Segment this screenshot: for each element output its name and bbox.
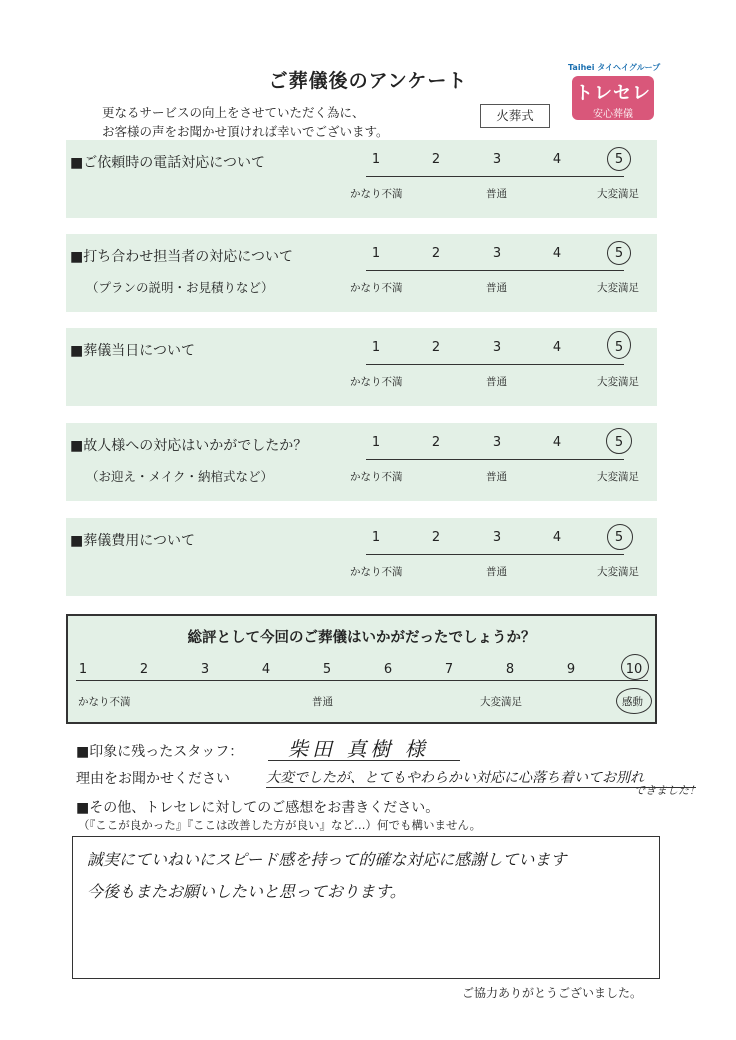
- overall-number-1[interactable]: 1: [78, 662, 88, 677]
- question-text: ■故人様への対応はいかがでしたか？: [70, 438, 308, 454]
- overall-top-label: 感動: [622, 696, 643, 708]
- company-logo: [568, 62, 661, 120]
- scale-number-5[interactable]: 5: [614, 246, 624, 261]
- intro-line-1: 更なるサービスの向上をさせていただく為に、: [102, 105, 365, 120]
- overall-number-6[interactable]: 6: [383, 662, 393, 677]
- overall-number-8[interactable]: 8: [505, 662, 515, 677]
- question-text: ■打ち合わせ担当者の対応について: [70, 249, 293, 265]
- scale-number-5[interactable]: 5: [614, 152, 624, 167]
- overall-top-circle: [616, 688, 652, 714]
- question-subtext: （お迎え・メイク・納棺式など）: [86, 469, 274, 484]
- scale-high-label: 大変満足: [597, 188, 639, 200]
- question-section-3: [66, 328, 657, 406]
- question-section-1: [66, 140, 657, 218]
- scale-number-3[interactable]: 3: [492, 246, 502, 261]
- scale-line: [366, 270, 624, 271]
- scale-mid-label: 普通: [486, 188, 507, 200]
- scale-line: [366, 176, 624, 177]
- scale-low-label: かなり不満: [350, 566, 403, 578]
- overall-question: 総評として今回のご葬儀はいかがだったでしょうか？: [187, 630, 536, 646]
- scale-low-label: かなり不満: [350, 471, 403, 483]
- logo-box: [572, 76, 654, 120]
- answer-circle: [607, 147, 631, 171]
- scale-low-label: かなり不満: [350, 188, 403, 200]
- question-text: ■ご依頼時の電話対応について: [70, 155, 265, 171]
- other-hint: （『ここが良かった』『ここは改善した方が良い』など…）何でも構いません。: [78, 818, 482, 832]
- reason-handwritten-cont[interactable]: できました！: [634, 784, 700, 797]
- overall-number-5[interactable]: 5: [322, 662, 332, 677]
- overall-number-3[interactable]: 3: [200, 662, 210, 677]
- scale-high-label: 大変満足: [597, 282, 639, 294]
- scale-number-1[interactable]: 1: [371, 435, 381, 450]
- ceremony-type-box: 火葬式: [480, 104, 550, 128]
- question-subtext: （プランの説明・お見積りなど）: [86, 280, 274, 295]
- question-text: ■葬儀当日について: [70, 343, 195, 359]
- logo-brand: Taihei タイヘイグループ: [568, 63, 661, 72]
- scale-number-3[interactable]: 3: [492, 152, 502, 167]
- answer-circle: [607, 524, 633, 550]
- overall-rating-section: [66, 614, 657, 724]
- scale-line: [366, 364, 624, 365]
- scale-number-2[interactable]: 2: [431, 340, 441, 355]
- scale-number-5[interactable]: 5: [614, 435, 624, 450]
- scale-number-2[interactable]: 2: [431, 246, 441, 261]
- scale-mid-label: 普通: [486, 471, 507, 483]
- other-label: ■その他、トレセレに対してのご感想をお書きください。: [76, 800, 440, 816]
- scale-number-4[interactable]: 4: [552, 152, 562, 167]
- scale-number-3[interactable]: 3: [492, 435, 502, 450]
- scale-number-1[interactable]: 1: [371, 530, 381, 545]
- logo-tagline: 安心葬儀: [593, 109, 633, 120]
- scale-number-3[interactable]: 3: [492, 530, 502, 545]
- overall-answer-circle: [621, 654, 649, 680]
- question-section-4: [66, 423, 657, 501]
- overall-number-9[interactable]: 9: [566, 662, 576, 677]
- page-title: ご葬儀後のアンケート: [268, 70, 468, 92]
- intro-text: [102, 103, 389, 141]
- scale-low-label: かなり不満: [350, 376, 403, 388]
- overall-high-label: 大変満足: [480, 696, 522, 708]
- comment-box[interactable]: [72, 836, 660, 979]
- scale-mid-label: 普通: [486, 282, 507, 294]
- overall-number-4[interactable]: 4: [261, 662, 271, 677]
- answer-circle: [606, 428, 632, 454]
- overall-number-2[interactable]: 2: [139, 662, 149, 677]
- scale-number-1[interactable]: 1: [371, 246, 381, 261]
- scale-high-label: 大変満足: [597, 471, 639, 483]
- scale-line: [366, 459, 624, 460]
- answer-circle: [607, 331, 631, 359]
- scale-mid-label: 普通: [486, 566, 507, 578]
- scale-mid-label: 普通: [486, 376, 507, 388]
- scale-line: [366, 554, 624, 555]
- reason-handwritten[interactable]: 大変でしたが、とてもやわらかい対応に心落ち着いてお別れ: [266, 770, 644, 786]
- scale-low-label: かなり不満: [350, 282, 403, 294]
- overall-scale-line: [76, 680, 648, 681]
- scale-number-1[interactable]: 1: [371, 340, 381, 355]
- scale-number-4[interactable]: 4: [552, 530, 562, 545]
- overall-mid-label: 普通: [312, 696, 333, 708]
- scale-number-4[interactable]: 4: [552, 340, 562, 355]
- reason-label: 理由をお聞かせください: [76, 771, 230, 787]
- comment-line-1: 誠実にていねいにスピード感を持って的確な対応に感謝しています: [87, 850, 567, 869]
- staff-name-handwritten[interactable]: 柴田 真樹 様: [288, 737, 429, 761]
- intro-line-2: お客様の声をお聞かせ頂ければ幸いでございます。: [102, 124, 389, 139]
- overall-low-label: かなり不満: [78, 696, 131, 708]
- staff-underline: [268, 760, 460, 761]
- scale-number-5[interactable]: 5: [614, 340, 624, 355]
- scale-number-4[interactable]: 4: [552, 435, 562, 450]
- question-section-2: [66, 234, 657, 312]
- staff-label: ■印象に残ったスタッフ：: [76, 744, 244, 760]
- answer-circle: [607, 241, 631, 265]
- scale-number-2[interactable]: 2: [431, 435, 441, 450]
- reason-underline: [266, 787, 696, 788]
- closing-message: ご協力ありがとうございました。: [462, 986, 643, 1000]
- scale-number-5[interactable]: 5: [614, 530, 624, 545]
- scale-number-2[interactable]: 2: [431, 152, 441, 167]
- scale-number-3[interactable]: 3: [492, 340, 502, 355]
- question-section-5: [66, 518, 657, 596]
- logo-name: トレセレ: [575, 83, 651, 104]
- overall-number-10[interactable]: 10: [625, 662, 643, 677]
- scale-high-label: 大変満足: [597, 376, 639, 388]
- scale-high-label: 大変満足: [597, 566, 639, 578]
- scale-number-1[interactable]: 1: [371, 152, 381, 167]
- scale-number-2[interactable]: 2: [431, 530, 441, 545]
- scale-number-4[interactable]: 4: [552, 246, 562, 261]
- overall-number-7[interactable]: 7: [444, 662, 454, 677]
- question-text: ■葬儀費用について: [70, 533, 195, 549]
- comment-line-2: 今後もまたお願いしたいと思っております。: [87, 882, 406, 901]
